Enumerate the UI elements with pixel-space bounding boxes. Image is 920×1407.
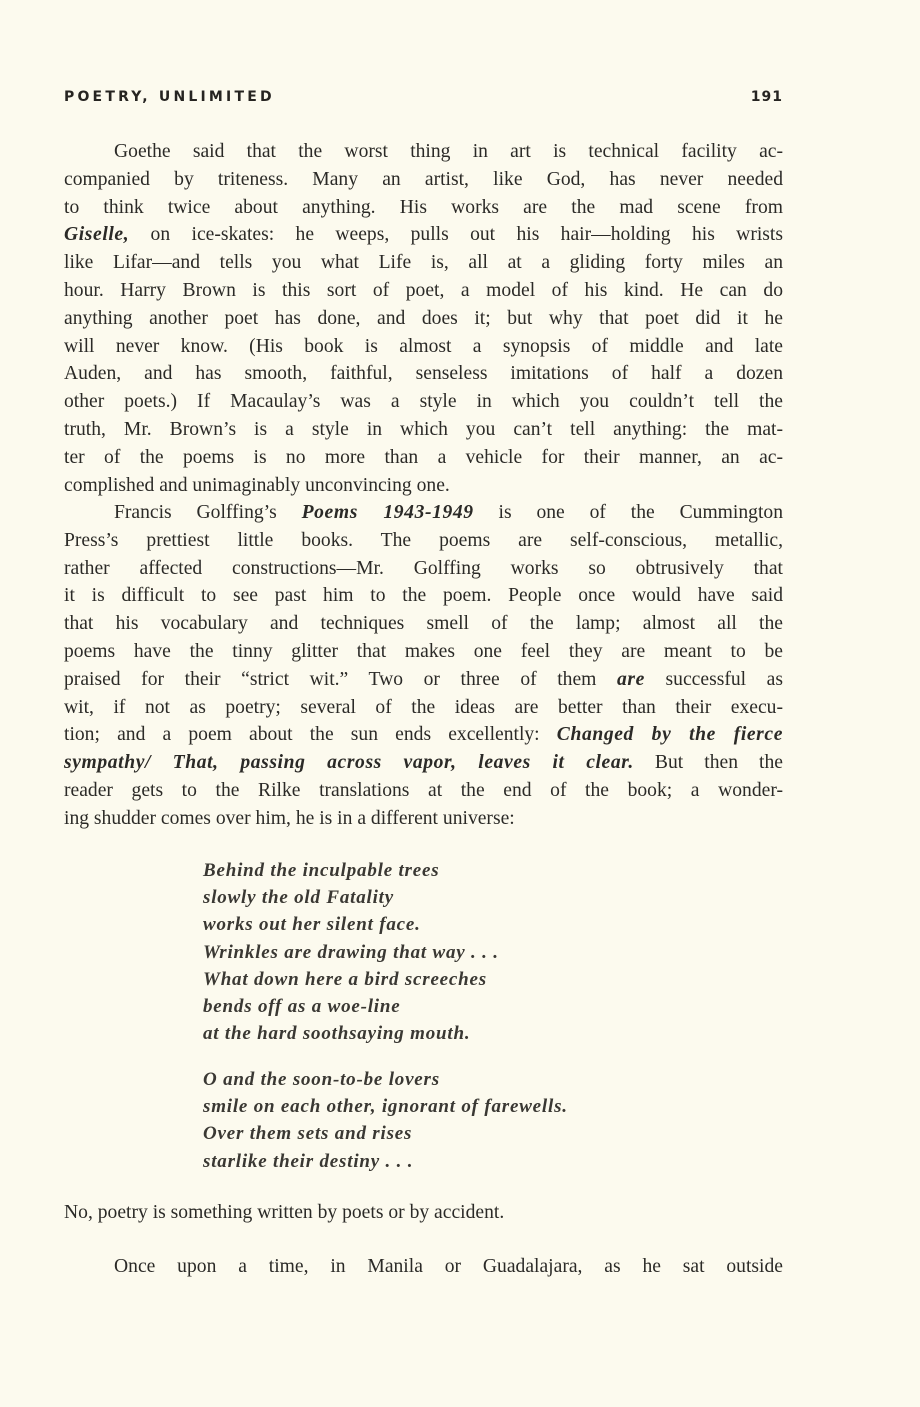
text-segment: truth, Mr. Brown’s is a style in which you can’t tell anything: the mat- [64,418,783,440]
text-line [64,416,783,444]
text-line [64,166,783,194]
text-segment: to think twice about anything. His works are the mad scene from [64,196,783,218]
text-segment: Francis Golffing’s [114,502,302,523]
poem-line: What down here a bird screeches [203,968,487,990]
text-segment: on ice-skates: he weeps, pulls out his hair—holding his wrists [129,224,783,246]
text-line [64,638,783,666]
poem-line: bends off as a woe-line [203,995,401,1017]
text-segment: complished and unimaginably unconvincing one. [64,474,450,496]
text-segment: successful as [644,668,784,690]
text-line [64,444,783,472]
poem-line: slowly the old Fatality [203,887,394,909]
text-line: No, poetry is something written by poets or by accident. [64,1202,505,1223]
text-line [64,721,783,749]
poem-line: smile on each other, ignorant of farewells. [203,1096,568,1118]
text-segment: rather affected constructions—Mr. Golffing works so obtrusively that [64,557,783,579]
text-line [64,388,783,416]
text-segment: reader gets to the Rilke translations at the end of the book; a wonder- [64,779,783,801]
italic-text: Changed by the fierce [556,724,783,746]
poem-stanza-2 [203,1066,568,1175]
italic-text: Giselle, [64,224,130,246]
text-line [64,305,783,333]
text-line [64,277,783,305]
text-segment: poems have the tinny glitter that makes one feel they are meant to be [64,640,783,662]
text-line [64,777,783,805]
text-line [64,249,783,277]
text-segment: tion; and a poem about the sun ends excellently: [64,724,557,746]
poem-line: O and the soon-to-be lovers [203,1069,440,1090]
text-line [64,499,783,527]
text-line [64,694,783,722]
paragraph-golffing [64,499,783,833]
text-line [64,360,783,388]
poem-line: Wrinkles are drawing that way . . . [203,941,499,963]
text-line [64,194,783,222]
text-segment: praised for their “strict wit.” Two or three of them [64,668,618,690]
text-segment: wit, if not as poetry; several of the ideas are better than their execu- [64,696,783,718]
poem-line: starlike their destiny . . . [203,1150,414,1172]
italic-text: are [617,668,645,690]
text-segment: is one of the Cummington [473,502,783,523]
text-line [64,582,783,610]
text-segment: ter of the poems is no more than a vehicle for their manner, an ac- [64,446,783,468]
text-line [64,138,783,166]
text-segment: Goethe said that the worst thing in art is technical facility ac- [114,141,783,162]
poem-line: Behind the inculpable trees [203,860,440,881]
text-line [64,333,783,361]
next-paragraph [64,1253,783,1281]
text-line [64,666,783,694]
text-segment: will never know. (His book is almost a synopsis of middle and late [64,335,783,357]
text-segment: that his vocabulary and techniques smell of the lamp; almost all the [64,613,783,635]
text-line [64,749,783,777]
text-segment: Press’s prettiest little books. The poems are self-conscious, metallic, [64,529,783,551]
text-line [64,472,783,500]
italic-text: Poems 1943-1949 [301,502,474,523]
text-segment: other poets.) If Macaulay’s was a style in which you couldn’t tell the [64,391,783,413]
text-segment: companied by triteness. Many an artist, like God, has never needed [64,168,783,190]
text-segment: anything another poet has done, and does it; but why that poet did it he [64,307,783,329]
text-line [64,610,783,638]
poem-stanza-1 [203,857,499,1047]
text-segment: Auden, and has smooth, faithful, senseless imitations of half a dozen [64,363,783,385]
running-header [64,89,783,105]
text-segment: like Lifar—and tells you what Life is, all at a gliding forty miles an [64,252,783,274]
text-segment: ing shudder comes over him, he is in a different universe: [64,807,515,829]
text-line [64,555,783,583]
poem-line: at the hard soothsaying mouth. [203,1023,471,1045]
poem-line: works out her silent face. [203,914,421,936]
poem-line: Over them sets and rises [203,1123,413,1145]
text-line [64,527,783,555]
text-segment: hour. Harry Brown is this sort of poet, a model of his kind. He can do [64,279,783,301]
text-line: Once upon a time, in Manila or Guadalajara, as he sat outside [114,1256,783,1277]
running-title: POETRY, UNLIMITED [64,89,275,105]
paragraph-harry-brown [64,138,783,499]
text-segment: it is difficult to see past him to the poem. People once would have said [64,585,783,607]
page-number: 191 [750,89,783,105]
text-line [64,221,783,249]
italic-text: sympathy/ That, passing across vapor, leaves it clear. [64,752,634,774]
text-line [64,805,783,833]
closing-sentence [64,1199,783,1227]
text-segment: But then the [633,752,783,774]
